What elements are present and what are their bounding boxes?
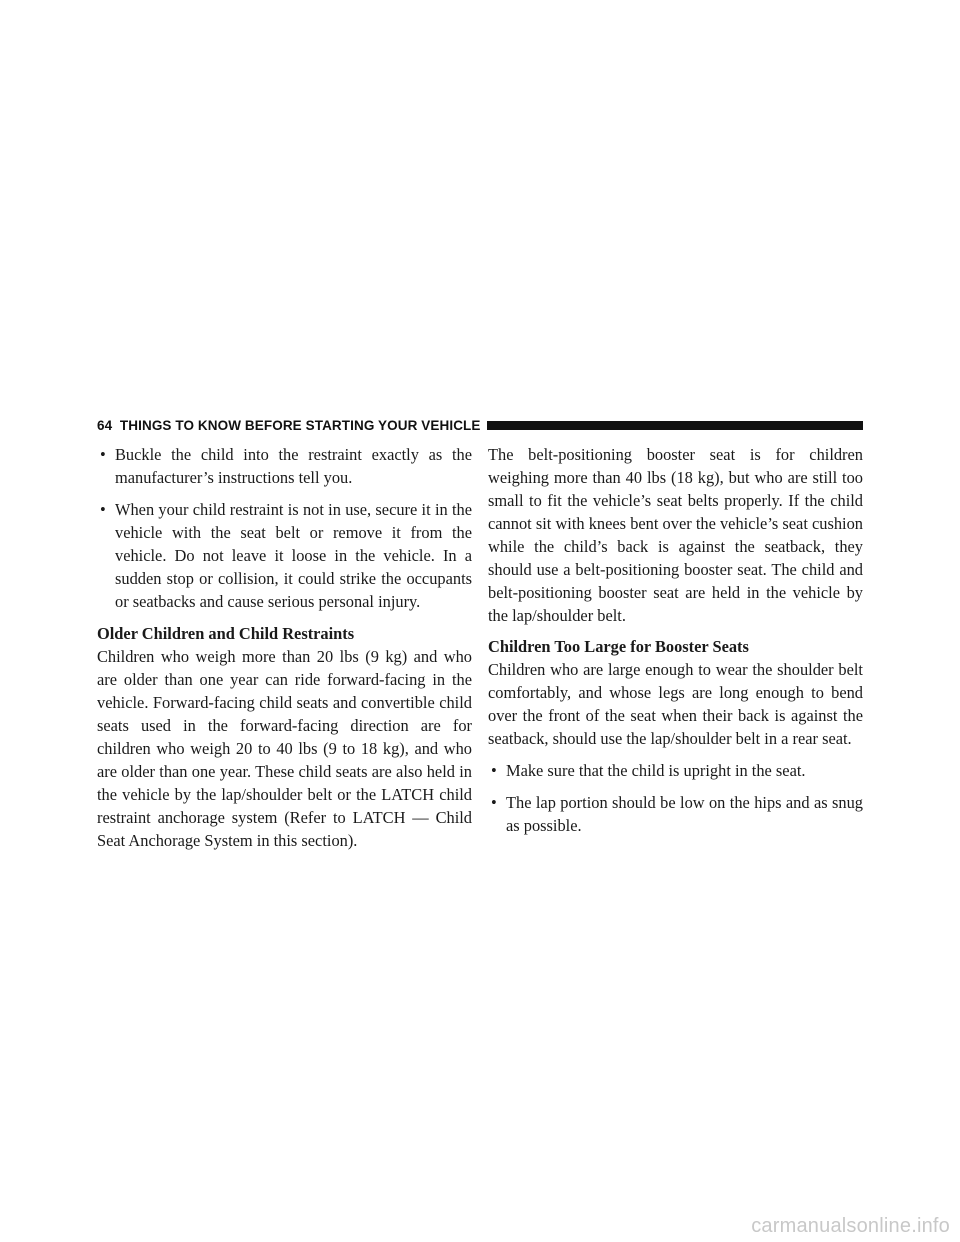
bullet-item bbox=[488, 791, 863, 837]
right-column bbox=[488, 443, 863, 846]
bullet-text: When your child restraint is not in use, secure it in the vehicle with the seat belt or remove it from the vehicle. Do not leave it loose in the vehicle. In a sudden stop or collision, it could strike the occupants or seatbacks and cause serious personal injury. bbox=[115, 500, 472, 611]
body-paragraph: The belt-positioning booster seat is for children weighing more than 40 lbs (18 kg), but who are still too small to fit the vehicle’s seat belts properly. If the child cannot sit with knees bent over the vehicle’s seat cushion while the child’s back is against the seatback, they should use a belt-positioning booster seat. The child and belt-positioning booster seat are held in the vehicle by the lap/shoulder belt. bbox=[488, 445, 863, 625]
header-rule bbox=[487, 421, 864, 430]
bullet-text: Make sure that the child is upright in the seat. bbox=[506, 761, 806, 780]
bullet-text: Buckle the child into the restraint exactly as the manufacturer’s instructions tell you. bbox=[115, 445, 472, 487]
section-title: THINGS TO KNOW BEFORE STARTING YOUR VEHICLE bbox=[119, 417, 481, 433]
section-heading: Older Children and Child Restraints bbox=[97, 624, 355, 643]
bullet-icon: • bbox=[491, 793, 497, 812]
bullet-text: The lap portion should be low on the hips and as snug as possible. bbox=[506, 793, 863, 835]
bullet-item bbox=[97, 443, 472, 489]
bullet-icon: • bbox=[491, 761, 497, 780]
page-number: 64 bbox=[97, 417, 113, 433]
bullet-icon: • bbox=[100, 445, 106, 464]
left-column bbox=[97, 443, 472, 852]
body-paragraph: Children who are large enough to wear the shoulder belt comfortably, and whose legs are long enough to bend over the front of the seat when their back is against the seatback, should use the lap/shoulder belt in a rear seat. bbox=[488, 660, 863, 748]
bullet-icon: • bbox=[100, 500, 106, 519]
page-header-text bbox=[97, 418, 481, 433]
bullet-item bbox=[488, 759, 863, 782]
page-header bbox=[97, 416, 863, 434]
body-paragraph: Children who weigh more than 20 lbs (9 kg) and who are older than one year can ride forward-facing in the vehicle. Forward-facing child seats and convertible child seats used in the forward-facing direction are for children who weigh 20 to 40 lbs (9 to 18 kg), and who are older than one year. These child seats are also held in the vehicle by the lap/shoulder belt or the LATCH child restraint anchorage system (Refer to LATCH — Child Seat Anchorage System in this section). bbox=[97, 647, 472, 850]
bullet-item bbox=[97, 498, 472, 613]
section-heading: Children Too Large for Booster Seats bbox=[488, 637, 749, 656]
watermark: carmanualsonline.info bbox=[751, 1215, 950, 1237]
